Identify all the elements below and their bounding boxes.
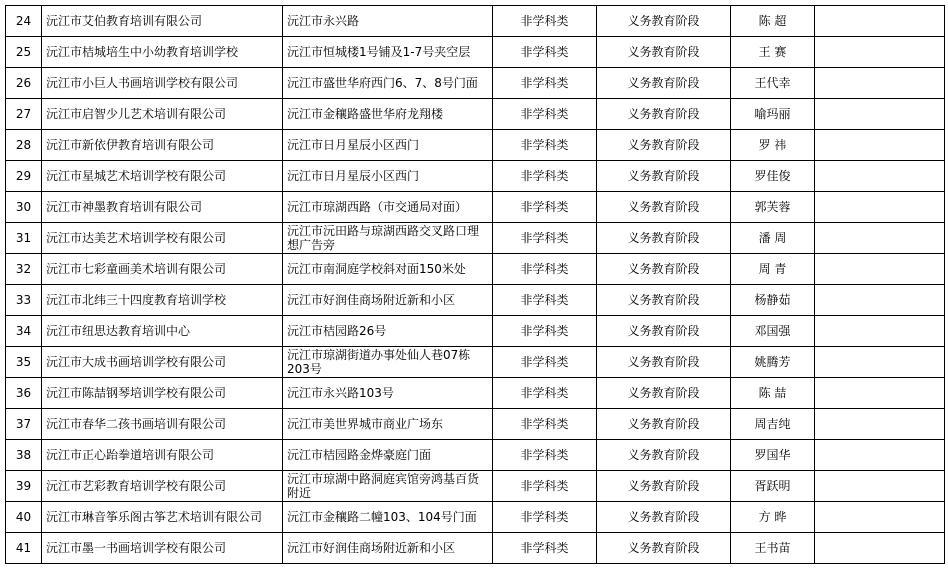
institution-name: 沅江市桔城培生中小幼教育培训学校	[42, 37, 283, 68]
remarks-cell	[815, 471, 945, 502]
institution-address: 沅江市金穰路盛世华府龙翔楼	[283, 99, 493, 130]
contact-person: 潘 周	[731, 223, 815, 254]
category-cell: 非学科类	[493, 316, 597, 347]
row-number: 34	[6, 316, 42, 347]
row-number: 27	[6, 99, 42, 130]
institution-address: 沅江市永兴路103号	[283, 378, 493, 409]
row-number: 33	[6, 285, 42, 316]
education-stage-cell: 义务教育阶段	[597, 378, 731, 409]
institution-name: 沅江市新依伊教育培训有限公司	[42, 130, 283, 161]
table-row	[6, 130, 945, 161]
contact-person: 罗佳俊	[731, 161, 815, 192]
table-row	[6, 533, 945, 564]
institution-name: 沅江市陈喆钢琴培训学校有限公司	[42, 378, 283, 409]
institution-name: 沅江市启智少儿艺术培训有限公司	[42, 99, 283, 130]
education-stage-cell: 义务教育阶段	[597, 37, 731, 68]
contact-person: 郭芙蓉	[731, 192, 815, 223]
institution-table	[5, 5, 945, 564]
institution-address: 沅江市好润佳商场附近新和小区	[283, 533, 493, 564]
remarks-cell	[815, 161, 945, 192]
remarks-cell	[815, 378, 945, 409]
institution-address: 沅江市沅田路与琼湖西路交叉路口理想广告旁	[283, 223, 493, 254]
category-cell: 非学科类	[493, 440, 597, 471]
row-number: 38	[6, 440, 42, 471]
institution-address: 沅江市盛世华府西门6、7、8号门面	[283, 68, 493, 99]
institution-address: 沅江市金穰路二幢103、104号门面	[283, 502, 493, 533]
table-row	[6, 223, 945, 254]
row-number: 25	[6, 37, 42, 68]
category-cell: 非学科类	[493, 6, 597, 37]
institution-address: 沅江市南洞庭学校斜对面150米处	[283, 254, 493, 285]
category-cell: 非学科类	[493, 161, 597, 192]
education-stage-cell: 义务教育阶段	[597, 409, 731, 440]
remarks-cell	[815, 254, 945, 285]
remarks-cell	[815, 37, 945, 68]
remarks-cell	[815, 192, 945, 223]
category-cell: 非学科类	[493, 378, 597, 409]
institution-address: 沅江市永兴路	[283, 6, 493, 37]
table-row	[6, 254, 945, 285]
table-row	[6, 161, 945, 192]
table-row	[6, 471, 945, 502]
contact-person: 杨静茹	[731, 285, 815, 316]
institution-name: 沅江市春华二孩书画培训有限公司	[42, 409, 283, 440]
education-stage-cell: 义务教育阶段	[597, 130, 731, 161]
table-row	[6, 37, 945, 68]
table-row	[6, 99, 945, 130]
table-row	[6, 440, 945, 471]
institution-address: 沅江市日月星辰小区西门	[283, 130, 493, 161]
institution-name: 沅江市星城艺术培训学校有限公司	[42, 161, 283, 192]
education-stage-cell: 义务教育阶段	[597, 347, 731, 378]
institution-address: 沅江市琼湖街道办事处仙人巷07栋203号	[283, 347, 493, 378]
institution-address: 沅江市桔园路金烨豪庭门面	[283, 440, 493, 471]
table-row	[6, 285, 945, 316]
remarks-cell	[815, 409, 945, 440]
education-stage-cell: 义务教育阶段	[597, 316, 731, 347]
institution-name: 沅江市琳音筝乐阁古筝艺术培训有限公司	[42, 502, 283, 533]
row-number: 32	[6, 254, 42, 285]
education-stage-cell: 义务教育阶段	[597, 223, 731, 254]
institution-name: 沅江市小巨人书画培训学校有限公司	[42, 68, 283, 99]
contact-person: 胥跃明	[731, 471, 815, 502]
row-number: 35	[6, 347, 42, 378]
category-cell: 非学科类	[493, 68, 597, 99]
category-cell: 非学科类	[493, 533, 597, 564]
category-cell: 非学科类	[493, 37, 597, 68]
education-stage-cell: 义务教育阶段	[597, 254, 731, 285]
institution-name: 沅江市艺彩教育培训学校有限公司	[42, 471, 283, 502]
row-number: 37	[6, 409, 42, 440]
remarks-cell	[815, 285, 945, 316]
remarks-cell	[815, 440, 945, 471]
category-cell: 非学科类	[493, 254, 597, 285]
row-number: 40	[6, 502, 42, 533]
table-row	[6, 502, 945, 533]
category-cell: 非学科类	[493, 347, 597, 378]
remarks-cell	[815, 99, 945, 130]
institution-name: 沅江市北纬三十四度教育培训学校	[42, 285, 283, 316]
contact-person: 陈 喆	[731, 378, 815, 409]
category-cell: 非学科类	[493, 502, 597, 533]
category-cell: 非学科类	[493, 99, 597, 130]
institution-address: 沅江市美世界城市商业广场东	[283, 409, 493, 440]
row-number: 31	[6, 223, 42, 254]
row-number: 29	[6, 161, 42, 192]
contact-person: 罗国华	[731, 440, 815, 471]
remarks-cell	[815, 533, 945, 564]
row-number: 26	[6, 68, 42, 99]
education-stage-cell: 义务教育阶段	[597, 440, 731, 471]
table-row	[6, 347, 945, 378]
row-number: 30	[6, 192, 42, 223]
contact-person: 周 青	[731, 254, 815, 285]
category-cell: 非学科类	[493, 409, 597, 440]
table-row	[6, 378, 945, 409]
institution-address: 沅江市日月星辰小区西门	[283, 161, 493, 192]
education-stage-cell: 义务教育阶段	[597, 6, 731, 37]
education-stage-cell: 义务教育阶段	[597, 161, 731, 192]
contact-person: 王书苗	[731, 533, 815, 564]
education-stage-cell: 义务教育阶段	[597, 68, 731, 99]
education-stage-cell: 义务教育阶段	[597, 471, 731, 502]
institution-name: 沅江市墨一书画培训学校有限公司	[42, 533, 283, 564]
contact-person: 周吉纯	[731, 409, 815, 440]
education-stage-cell: 义务教育阶段	[597, 533, 731, 564]
institution-address: 沅江市琼湖西路（市交通局对面）	[283, 192, 493, 223]
remarks-cell	[815, 130, 945, 161]
category-cell: 非学科类	[493, 130, 597, 161]
contact-person: 喻玛丽	[731, 99, 815, 130]
contact-person: 邓国强	[731, 316, 815, 347]
remarks-cell	[815, 316, 945, 347]
category-cell: 非学科类	[493, 285, 597, 316]
remarks-cell	[815, 6, 945, 37]
table-row	[6, 68, 945, 99]
category-cell: 非学科类	[493, 192, 597, 223]
table-row	[6, 192, 945, 223]
remarks-cell	[815, 68, 945, 99]
table-row	[6, 6, 945, 37]
row-number: 28	[6, 130, 42, 161]
institution-name: 沅江市正心跆拳道培训有限公司	[42, 440, 283, 471]
institution-address: 沅江市桔园路26号	[283, 316, 493, 347]
institution-name: 沅江市神墨教育培训有限公司	[42, 192, 283, 223]
category-cell: 非学科类	[493, 471, 597, 502]
institution-address: 沅江市恒城楼1号铺及1-7号夹空层	[283, 37, 493, 68]
remarks-cell	[815, 223, 945, 254]
contact-person: 姚腾芳	[731, 347, 815, 378]
contact-person: 王 赛	[731, 37, 815, 68]
table-body	[6, 6, 945, 564]
row-number: 39	[6, 471, 42, 502]
category-cell: 非学科类	[493, 223, 597, 254]
contact-person: 方 晔	[731, 502, 815, 533]
institution-name: 沅江市纽思达教育培训中心	[42, 316, 283, 347]
row-number: 24	[6, 6, 42, 37]
contact-person: 王代幸	[731, 68, 815, 99]
institution-address: 沅江市好润佳商场附近新和小区	[283, 285, 493, 316]
institution-name: 沅江市艾伯教育培训有限公司	[42, 6, 283, 37]
remarks-cell	[815, 502, 945, 533]
contact-person: 罗 祎	[731, 130, 815, 161]
institution-name: 沅江市大成书画培训学校有限公司	[42, 347, 283, 378]
education-stage-cell: 义务教育阶段	[597, 99, 731, 130]
education-stage-cell: 义务教育阶段	[597, 502, 731, 533]
row-number: 41	[6, 533, 42, 564]
contact-person: 陈 超	[731, 6, 815, 37]
remarks-cell	[815, 347, 945, 378]
institution-name: 沅江市七彩童画美术培训有限公司	[42, 254, 283, 285]
table-row	[6, 316, 945, 347]
education-stage-cell: 义务教育阶段	[597, 285, 731, 316]
institution-name: 沅江市达美艺术培训学校有限公司	[42, 223, 283, 254]
row-number: 36	[6, 378, 42, 409]
education-stage-cell: 义务教育阶段	[597, 192, 731, 223]
table-row	[6, 409, 945, 440]
institution-address: 沅江市琼湖中路洞庭宾馆旁鸿基百货附近	[283, 471, 493, 502]
